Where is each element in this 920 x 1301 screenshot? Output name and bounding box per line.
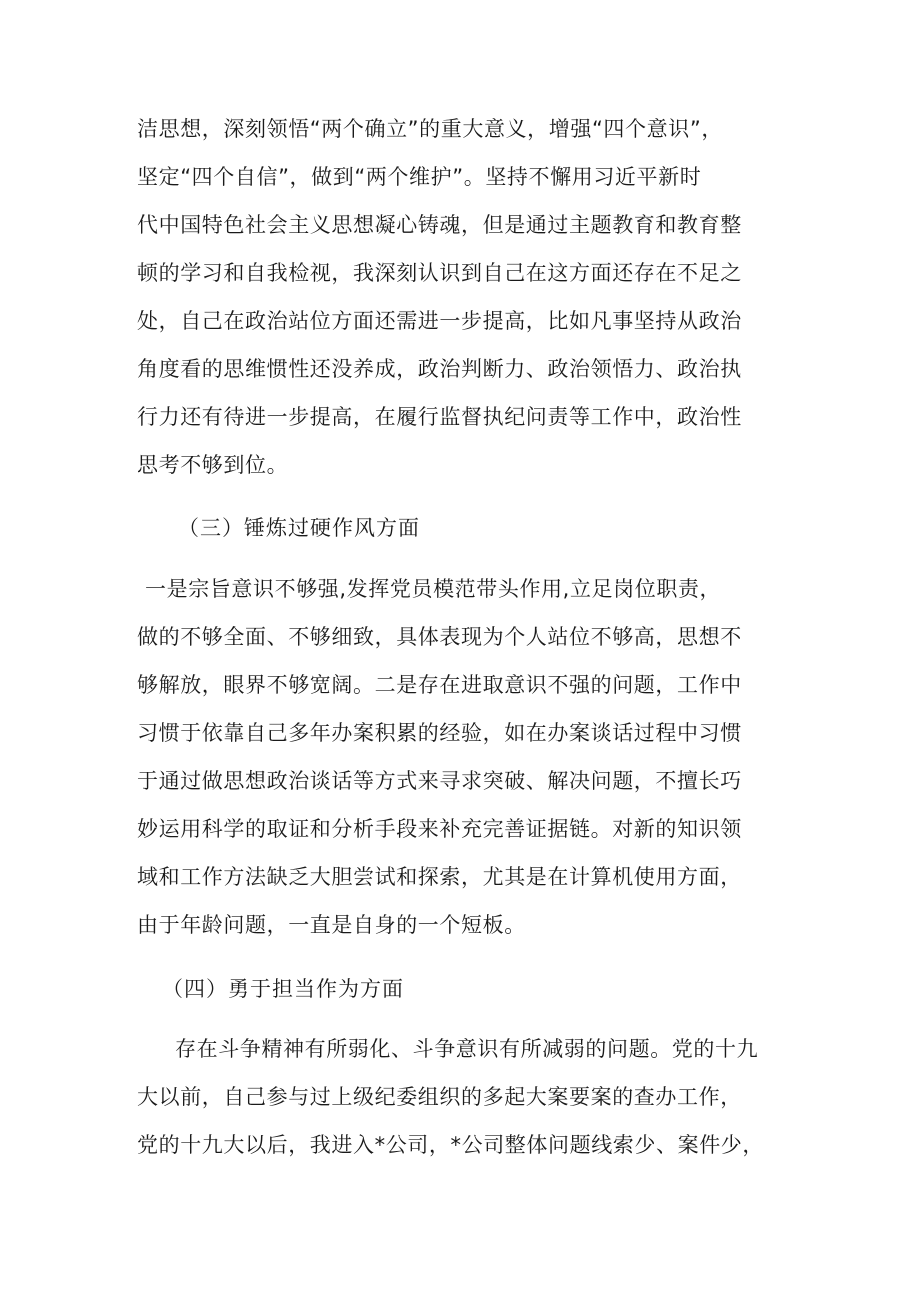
- paragraph-1-line-7: 行力还有待进一步提高，在履行监督执纪问责等工作中，政治性: [137, 405, 742, 429]
- paragraph-2-line-3: 够解放，眼界不够宽阔。二是存在进取意识不强的问题，工作中: [137, 673, 742, 697]
- paragraph-1-line-3: 代中国特色社会主义思想凝心铸魂，但是通过主题教育和教育整: [137, 213, 742, 237]
- paragraph-2-line-4: 习惯于依靠自己多年办案积累的经验，如在办案谈话过程中习惯: [137, 721, 742, 745]
- paragraph-1-line-8: 思考不够到位。: [137, 453, 289, 477]
- paragraph-2-line-1: 一是宗旨意识不够强,发挥党员模范带头作用,立足岗位职责，: [145, 577, 722, 601]
- paragraph-3-line-3: 党的十九大以后，我进入*公司，*公司整体问题线索少、案件少，: [137, 1133, 764, 1157]
- paragraph-1-line-1: 洁思想，深刻领悟“两个确立”的重大意义，增强“四个意识”，: [137, 117, 723, 141]
- paragraph-2-line-6: 妙运用科学的取证和分析手段来补充完善证据链。对新的知识领: [137, 817, 742, 841]
- paragraph-2-line-5: 于通过做思想政治谈话等方式来寻求突破、解决问题，不擅长巧: [137, 769, 742, 793]
- section-heading-3: （三）锤炼过硬作风方面: [178, 516, 420, 540]
- paragraph-2-line-7: 域和工作方法缺乏大胆尝试和探索，尤其是在计算机使用方面，: [137, 865, 742, 889]
- paragraph-2-line-8: 由于年龄问题，一直是自身的一个短板。: [137, 913, 526, 937]
- paragraph-3-line-1: 存在斗争精神有所弱化、斗争意识有所减弱的问题。党的十九: [175, 1037, 759, 1061]
- paragraph-1-line-2: 坚定“四个自信”，做到“两个维护”。坚持不懈用习近平新时: [137, 165, 702, 189]
- section-heading-4: （四）勇于担当作为方面: [162, 977, 404, 1001]
- paragraph-3-line-2: 大以前，自己参与过上级纪委组织的多起大案要案的查办工作，: [137, 1085, 742, 1109]
- paragraph-2-line-2: 做的不够全面、不够细致，具体表现为个人站位不够高，思想不: [137, 625, 742, 649]
- paragraph-1-line-5: 处，自己在政治站位方面还需进一步提高，比如凡事坚持从政治: [137, 309, 742, 333]
- paragraph-1-line-6: 角度看的思维惯性还没养成，政治判断力、政治领悟力、政治执: [137, 357, 742, 381]
- paragraph-1-line-4: 顿的学习和自我检视，我深刻认识到自己在这方面还存在不足之: [137, 261, 742, 285]
